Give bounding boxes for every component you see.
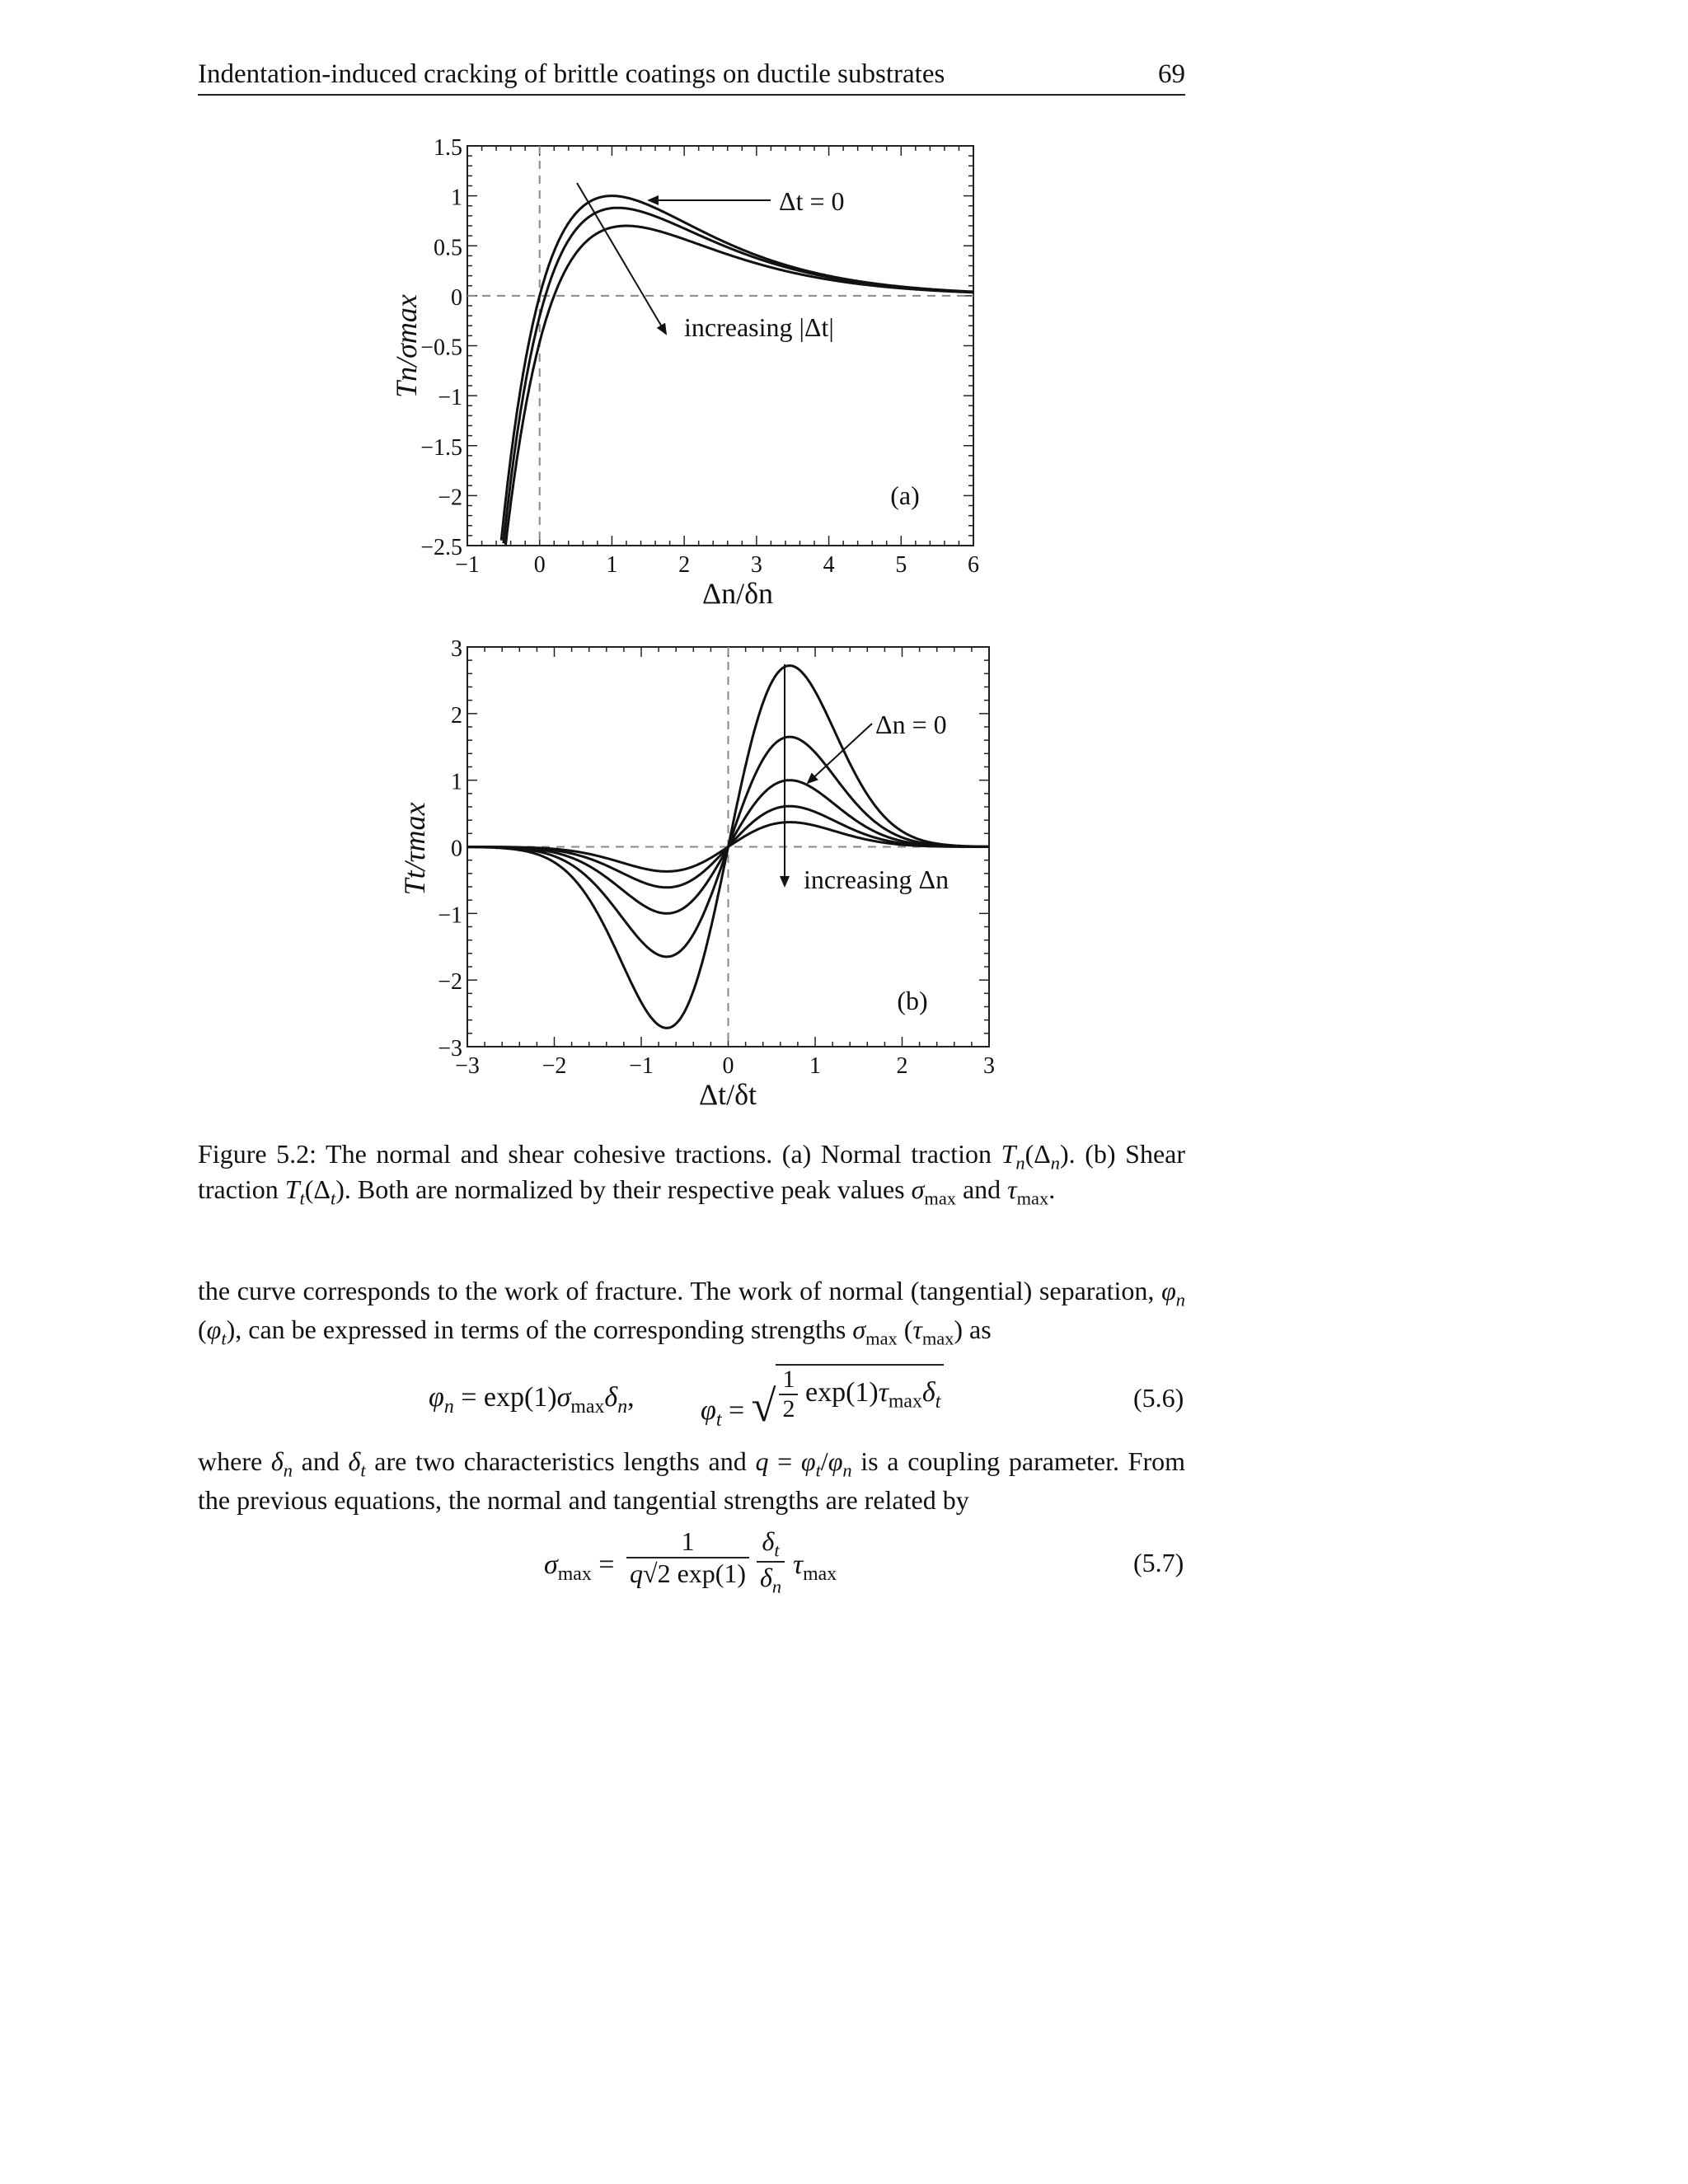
para-text: ( xyxy=(198,1314,207,1344)
para-text: where xyxy=(198,1446,271,1476)
x-tick-label: −2 xyxy=(542,1053,567,1079)
y-tick-label: 3 xyxy=(451,636,462,662)
running-title: Indentation-induced cracking of brittle coatings on ductile substrates xyxy=(198,59,945,89)
panel-b xyxy=(398,636,995,1111)
y-tick-label: 0 xyxy=(451,284,462,311)
y-tick-label: −1.5 xyxy=(420,434,462,461)
equation-5-6: $\varphi_n = \exp(1)\sigma_{max}\delta_n$, $\varphi_t$ = √ $\frac{1}{2}$ $\exp(1)\tau_{max}\delta_t$ xyxy=(429,1364,956,1438)
annotation-a1-text: Δt = 0 xyxy=(779,186,845,216)
x-tick-label: 3 xyxy=(983,1053,995,1079)
caption-part: Figure 5.2: The normal and shear cohesive tractions. (a) Normal traction xyxy=(198,1139,1001,1169)
caption-part: . (b) Shear traction xyxy=(198,1139,1186,1204)
caption-part: . Both are normalized by their respective peak values xyxy=(344,1174,912,1204)
panel-a-x-axis-label: Δn/δn xyxy=(701,577,774,610)
panel-a-x-tick-labels xyxy=(455,552,979,578)
y-tick-label: −1 xyxy=(438,902,462,929)
panel-a-y-axis-label: Tn/σmax xyxy=(390,294,423,398)
y-tick-label: 0 xyxy=(451,836,462,862)
x-tick-label: 6 xyxy=(968,552,979,578)
y-tick-label: 0.5 xyxy=(434,235,462,261)
y-tick-label: −0.5 xyxy=(420,335,462,361)
x-tick-label: 4 xyxy=(823,552,835,578)
para-text: are two characteristics lengths and xyxy=(365,1446,756,1476)
x-tick-label: 0 xyxy=(722,1053,734,1079)
x-tick-label: −1 xyxy=(629,1053,654,1079)
annotation-a2-text: increasing |Δt| xyxy=(684,312,834,342)
para-text: is a coupling parameter. From the previous equations, the normal and tangential strengths are related by xyxy=(198,1446,1186,1515)
annotation-b1-text: Δn = 0 xyxy=(875,710,947,739)
caption-part: and xyxy=(955,1174,1008,1204)
panel-b-x-tick-labels xyxy=(455,1053,995,1079)
panel-a-label: (a) xyxy=(890,480,920,510)
x-tick-label: 1 xyxy=(606,552,618,578)
x-tick-label: −1 xyxy=(455,552,480,578)
y-tick-label: 2 xyxy=(451,702,462,729)
x-tick-label: 5 xyxy=(895,552,907,578)
x-tick-label: 2 xyxy=(896,1053,908,1079)
y-tick-label: −2 xyxy=(438,969,462,996)
para-text: ( xyxy=(897,1314,913,1344)
panel-b-label: (b) xyxy=(897,986,928,1015)
x-tick-label: 0 xyxy=(533,552,546,578)
panel-b-x-axis-label: Δt/δt xyxy=(698,1078,757,1111)
y-tick-label: 1 xyxy=(451,185,462,211)
paragraph-2: where $\delta_n$ and $\delta_t$ are two characteristics lengths and $q = \varphi_t/\varphi_n$ is a coupling parameter. From the previous equations, the normal and tangential strengths are related by xyxy=(198,1446,1186,1515)
equation-5-6-number: (5.6) xyxy=(1133,1383,1184,1413)
panel-a-y-tick-labels xyxy=(420,135,462,560)
para-text: ), can be expressed in terms of the corresponding strengths xyxy=(226,1314,853,1344)
y-tick-label: −2 xyxy=(438,485,462,511)
y-tick-label: −3 xyxy=(438,1036,462,1062)
annotation-b2-text: increasing Δn xyxy=(804,865,950,894)
panel-b-y-tick-labels xyxy=(438,636,462,1062)
para-text: ) as xyxy=(954,1314,992,1344)
para-text: and xyxy=(292,1446,349,1476)
equation-5-7-number: (5.7) xyxy=(1133,1548,1184,1577)
caption-part: . xyxy=(1048,1174,1056,1204)
x-tick-label: 1 xyxy=(809,1053,821,1079)
panel-b-y-axis-label: Tt/τmax xyxy=(398,802,431,896)
y-tick-label: −1 xyxy=(438,385,462,411)
x-tick-label: 2 xyxy=(678,552,691,578)
page-number: 69 xyxy=(1158,59,1185,89)
y-tick-label: −2.5 xyxy=(420,535,462,560)
figure-caption: Figure 5.2: The normal and shear cohesive tractions. (a) Normal traction $T_n(\Delta_n)$. (b) Shear traction $T_t(\Delta_t)$. Both are normalized by their respective peak values $\sigma_{max}$ and $\tau_{max}$. xyxy=(198,1139,1186,1209)
para-text: the curve corresponds to the work of fracture. The work of normal (tangential) separation, xyxy=(198,1276,1162,1305)
x-tick-label: −3 xyxy=(455,1053,480,1079)
paragraph-1: the curve corresponds to the work of fracture. The work of normal (tangential) separation, $\varphi_n$ $(\varphi_t)$, can be expressed in terms of the corresponding strengths $\sigma_{max}$ $(\tau_{max})$ as xyxy=(198,1276,1185,1349)
x-tick-label: 3 xyxy=(750,552,762,578)
equation-5-7: $\sigma_{max}$ = $\frac{1}{q√2 \exp(1)}$ $\frac{\delta_t}{\delta_n}$ $\tau_{max}$ xyxy=(544,1526,837,1597)
y-tick-label: 1 xyxy=(451,769,462,795)
panel-a xyxy=(390,135,979,610)
y-tick-label: 1.5 xyxy=(434,135,462,161)
